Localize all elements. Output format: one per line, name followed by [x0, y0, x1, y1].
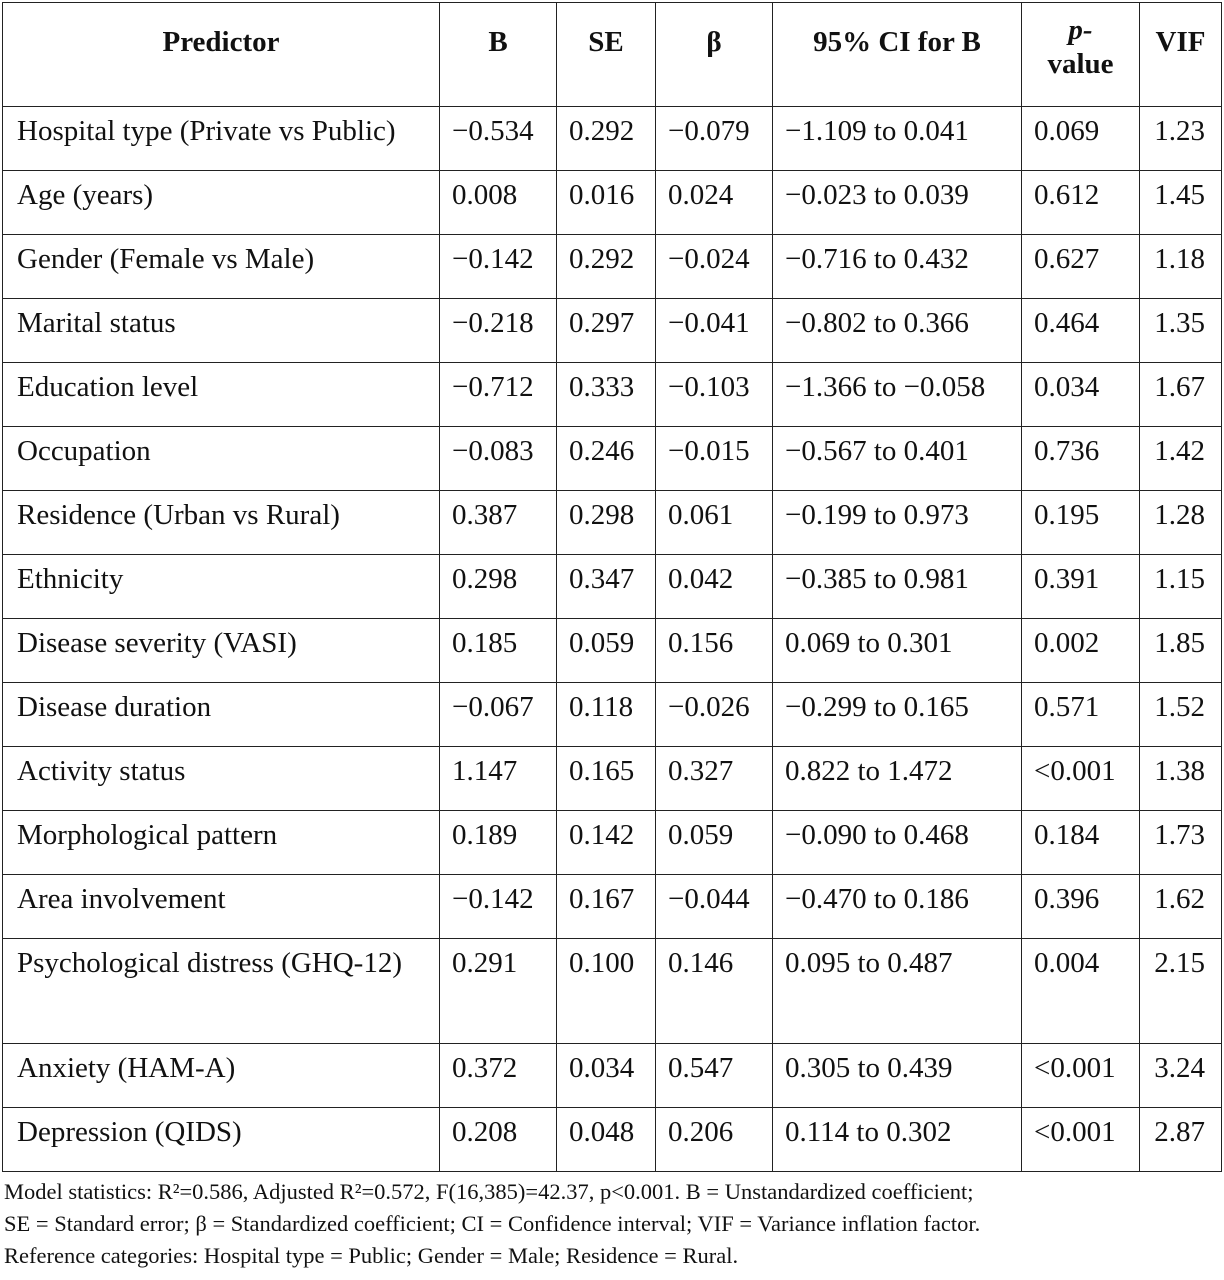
cell-se: 0.333 — [557, 363, 656, 427]
cell-p-value: 0.002 — [1022, 619, 1140, 683]
cell-vif: 1.23 — [1140, 107, 1222, 171]
cell-beta: 0.146 — [656, 939, 773, 1044]
cell-se: 0.292 — [557, 107, 656, 171]
cell-predictor: Activity status — [3, 747, 440, 811]
cell-b: 0.185 — [440, 619, 557, 683]
cell-beta: 0.042 — [656, 555, 773, 619]
cell-se: 0.347 — [557, 555, 656, 619]
cell-predictor: Gender (Female vs Male) — [3, 235, 440, 299]
cell-se: 0.167 — [557, 875, 656, 939]
cell-vif: 2.15 — [1140, 939, 1222, 1044]
cell-beta: −0.044 — [656, 875, 773, 939]
footnote-abbreviations: SE = Standard error; β = Standardized coefficient; CI = Confidence interval; VIF = Variance inflation factor. — [4, 1211, 981, 1236]
cell-predictor: Age (years) — [3, 171, 440, 235]
cell-beta: 0.327 — [656, 747, 773, 811]
cell-b: −0.083 — [440, 427, 557, 491]
cell-b: 0.291 — [440, 939, 557, 1044]
cell-p-value: 0.736 — [1022, 427, 1140, 491]
cell-p-value: 0.464 — [1022, 299, 1140, 363]
table-row — [3, 555, 1222, 619]
table-row — [3, 427, 1222, 491]
table-row — [3, 235, 1222, 299]
table-row — [3, 875, 1222, 939]
cell-p-value: 0.034 — [1022, 363, 1140, 427]
cell-ci: −0.299 to 0.165 — [773, 683, 1022, 747]
cell-predictor: Anxiety (HAM-A) — [3, 1044, 440, 1108]
cell-vif: 1.62 — [1140, 875, 1222, 939]
table-row — [3, 299, 1222, 363]
table-row — [3, 363, 1222, 427]
header-predictor: Predictor — [3, 3, 440, 107]
cell-b: 0.008 — [440, 171, 557, 235]
cell-vif: 1.35 — [1140, 299, 1222, 363]
cell-b: 0.372 — [440, 1044, 557, 1108]
header-ci: 95% CI for B — [773, 3, 1022, 107]
cell-p-value: 0.571 — [1022, 683, 1140, 747]
table-row — [3, 1044, 1222, 1108]
table-row — [3, 683, 1222, 747]
cell-beta: 0.156 — [656, 619, 773, 683]
cell-beta: −0.103 — [656, 363, 773, 427]
table-row — [3, 171, 1222, 235]
cell-se: 0.297 — [557, 299, 656, 363]
header-p-rest: value — [1047, 48, 1114, 80]
table-header-row — [3, 3, 1222, 107]
cell-p-value: <0.001 — [1022, 747, 1140, 811]
table-row — [3, 107, 1222, 171]
cell-ci: 0.095 to 0.487 — [773, 939, 1022, 1044]
table-body — [3, 107, 1222, 1172]
cell-p-value: 0.396 — [1022, 875, 1140, 939]
cell-vif: 1.18 — [1140, 235, 1222, 299]
cell-predictor: Hospital type (Private vs Public) — [3, 107, 440, 171]
cell-beta: 0.059 — [656, 811, 773, 875]
cell-beta: 0.024 — [656, 171, 773, 235]
cell-p-value: 0.195 — [1022, 491, 1140, 555]
cell-beta: 0.061 — [656, 491, 773, 555]
cell-beta: −0.026 — [656, 683, 773, 747]
cell-beta: 0.206 — [656, 1108, 773, 1172]
cell-ci: −0.090 to 0.468 — [773, 811, 1022, 875]
cell-predictor: Ethnicity — [3, 555, 440, 619]
cell-b: 0.189 — [440, 811, 557, 875]
cell-ci: −0.385 to 0.981 — [773, 555, 1022, 619]
cell-se: 0.100 — [557, 939, 656, 1044]
table-row — [3, 491, 1222, 555]
cell-beta: −0.079 — [656, 107, 773, 171]
cell-b: −0.534 — [440, 107, 557, 171]
cell-p-value: 0.627 — [1022, 235, 1140, 299]
cell-vif: 1.42 — [1140, 427, 1222, 491]
header-beta: β — [656, 3, 773, 107]
table-row — [3, 619, 1222, 683]
regression-table — [2, 2, 1222, 1172]
cell-ci: −0.470 to 0.186 — [773, 875, 1022, 939]
table-row — [3, 747, 1222, 811]
cell-se: 0.246 — [557, 427, 656, 491]
cell-p-value: 0.069 — [1022, 107, 1140, 171]
cell-vif: 1.28 — [1140, 491, 1222, 555]
cell-ci: 0.822 to 1.472 — [773, 747, 1022, 811]
cell-ci: −0.567 to 0.401 — [773, 427, 1022, 491]
cell-b: −0.142 — [440, 875, 557, 939]
cell-se: 0.298 — [557, 491, 656, 555]
cell-p-value: 0.391 — [1022, 555, 1140, 619]
cell-ci: −0.023 to 0.039 — [773, 171, 1022, 235]
cell-p-value: 0.004 — [1022, 939, 1140, 1044]
header-p-value — [1022, 3, 1140, 107]
cell-beta: −0.041 — [656, 299, 773, 363]
cell-vif: 1.52 — [1140, 683, 1222, 747]
cell-predictor: Disease duration — [3, 683, 440, 747]
cell-se: 0.016 — [557, 171, 656, 235]
cell-b: −0.067 — [440, 683, 557, 747]
cell-se: 0.118 — [557, 683, 656, 747]
cell-ci: 0.305 to 0.439 — [773, 1044, 1022, 1108]
cell-ci: −0.802 to 0.366 — [773, 299, 1022, 363]
cell-b: −0.712 — [440, 363, 557, 427]
cell-vif: 1.85 — [1140, 619, 1222, 683]
cell-vif: 1.15 — [1140, 555, 1222, 619]
cell-ci: 0.069 to 0.301 — [773, 619, 1022, 683]
header-vif: VIF — [1140, 3, 1222, 107]
footnote-reference-categories: Reference categories: Hospital type = Public; Gender = Male; Residence = Rural. — [4, 1243, 739, 1268]
cell-vif: 1.67 — [1140, 363, 1222, 427]
header-p-italic: p- — [1068, 14, 1093, 46]
cell-b: −0.142 — [440, 235, 557, 299]
cell-vif: 2.87 — [1140, 1108, 1222, 1172]
cell-beta: 0.547 — [656, 1044, 773, 1108]
cell-ci: −1.366 to −0.058 — [773, 363, 1022, 427]
cell-se: 0.292 — [557, 235, 656, 299]
cell-ci: −1.109 to 0.041 — [773, 107, 1022, 171]
cell-b: 0.208 — [440, 1108, 557, 1172]
table-footnotes — [4, 1176, 1220, 1272]
cell-p-value: <0.001 — [1022, 1044, 1140, 1108]
table-row — [3, 939, 1222, 1044]
cell-se: 0.048 — [557, 1108, 656, 1172]
cell-predictor: Area involvement — [3, 875, 440, 939]
footnote-model-statistics: Model statistics: R²=0.586, Adjusted R²=0.572, F(16,385)=42.37, p<0.001. B = Unstandardized coefficient; — [4, 1179, 974, 1204]
cell-predictor: Depression (QIDS) — [3, 1108, 440, 1172]
cell-b: 0.387 — [440, 491, 557, 555]
cell-p-value: 0.184 — [1022, 811, 1140, 875]
cell-vif: 1.73 — [1140, 811, 1222, 875]
cell-ci: −0.199 to 0.973 — [773, 491, 1022, 555]
cell-vif: 1.45 — [1140, 171, 1222, 235]
header-se: SE — [557, 3, 656, 107]
cell-predictor: Occupation — [3, 427, 440, 491]
cell-beta: −0.015 — [656, 427, 773, 491]
cell-predictor: Marital status — [3, 299, 440, 363]
cell-p-value: 0.612 — [1022, 171, 1140, 235]
cell-b: −0.218 — [440, 299, 557, 363]
cell-b: 1.147 — [440, 747, 557, 811]
cell-se: 0.034 — [557, 1044, 656, 1108]
header-b: B — [440, 3, 557, 107]
cell-ci: −0.716 to 0.432 — [773, 235, 1022, 299]
cell-ci: 0.114 to 0.302 — [773, 1108, 1022, 1172]
cell-vif: 1.38 — [1140, 747, 1222, 811]
cell-beta: −0.024 — [656, 235, 773, 299]
cell-vif: 3.24 — [1140, 1044, 1222, 1108]
cell-b: 0.298 — [440, 555, 557, 619]
cell-se: 0.165 — [557, 747, 656, 811]
cell-p-value: <0.001 — [1022, 1108, 1140, 1172]
table-row — [3, 811, 1222, 875]
cell-predictor: Psychological distress (GHQ-12) — [3, 939, 440, 1044]
cell-predictor: Residence (Urban vs Rural) — [3, 491, 440, 555]
cell-predictor: Education level — [3, 363, 440, 427]
cell-se: 0.059 — [557, 619, 656, 683]
cell-se: 0.142 — [557, 811, 656, 875]
table-row — [3, 1108, 1222, 1172]
cell-predictor: Disease severity (VASI) — [3, 619, 440, 683]
cell-predictor: Morphological pattern — [3, 811, 440, 875]
